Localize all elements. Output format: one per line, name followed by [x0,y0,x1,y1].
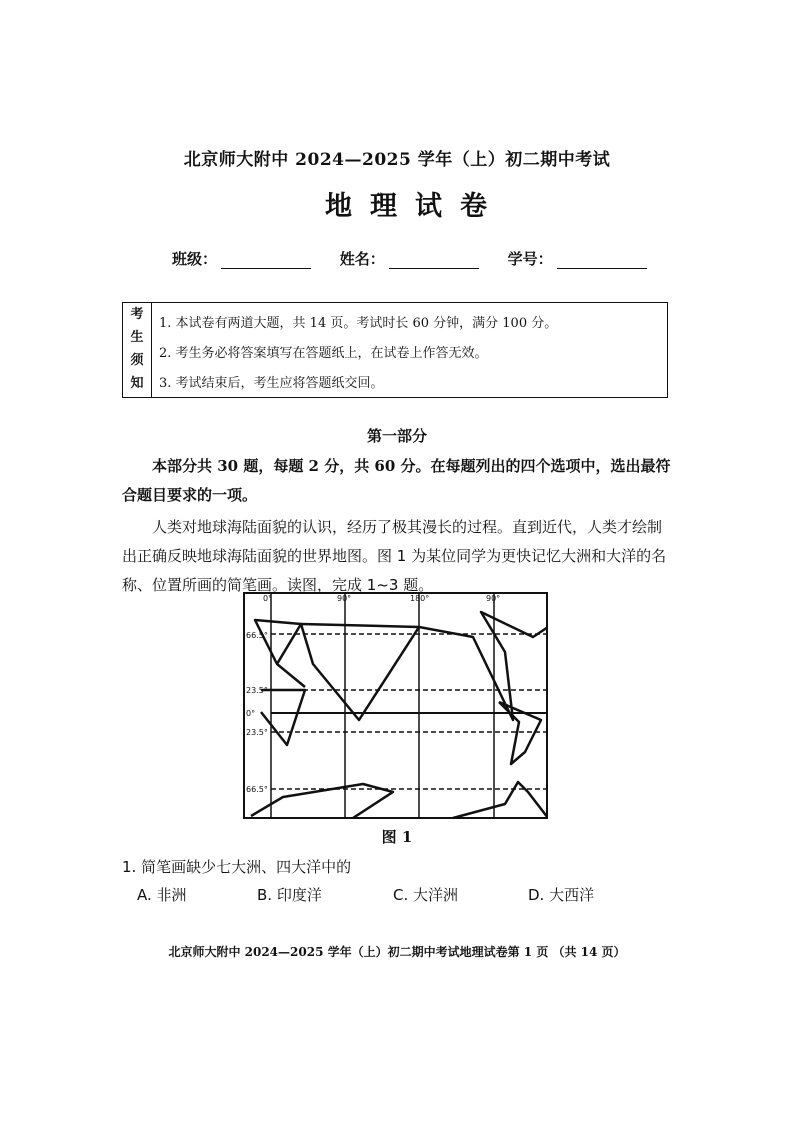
option-a[interactable]: A. 非洲 [137,886,187,904]
class-label: 班级： [172,250,218,268]
notice-item: 2. 考生务必将答案填写在答题纸上，在试卷上作答无效。 [159,346,488,361]
notice-label-char: 知 [130,376,144,391]
notice-label-char: 须 [130,353,144,368]
figure-caption: 图 1 [381,828,413,846]
student-id-blank[interactable] [557,254,647,269]
notice-label-char: 考 [130,307,144,322]
option-c[interactable]: C. 大洋洲 [393,886,459,904]
part-instructions: 本部分共 30 题，每题 2 分，共 60 分。在每题列出的四个选项中，选出最符合题目要求的一项。 [122,457,671,504]
longitude-label: 180° [410,594,430,603]
latitude-label: 66.5° [246,785,268,794]
figure-1-sketch-map [243,592,548,819]
student-id-label: 学号： [507,250,553,268]
exam-header: 北京师大附中 2024—2025 学年（上）初二期中考试 [183,150,611,170]
exam-notice-box [122,302,668,398]
notice-item: 3. 考试结束后，考生应将答题纸交回。 [159,376,384,391]
part-title: 第一部分 [366,427,427,445]
notice-label-char: 生 [130,330,144,345]
name-label: 姓名： [339,250,385,268]
eurasia-sketch [301,624,419,720]
question-1-stem: 1. 简笔画缺少七大洲、四大洋中的 [122,858,352,876]
longitude-label: 0° [263,594,273,603]
world-sketch-map [243,592,548,819]
antarctica-sketch-right [453,782,548,818]
longitude-label: 90° [486,594,501,603]
asia-east-sketch [419,612,548,720]
latitude-label: 66.5° [246,631,268,640]
notice-items [159,309,557,399]
page-footer: 北京师大附中 2024—2025 学年（上）初二期中考试地理试卷第 1 页 （共 14 页） [168,945,626,959]
latitude-label: 23.5° [246,728,268,737]
option-b[interactable]: B. 印度洋 [257,886,322,904]
notice-item: 1. 本试卷有两道大题，共 14 页。考试时长 60 分钟，满分 100 分。 [159,316,558,331]
latitude-label: 23.5° [246,686,268,695]
australia-sketch [499,702,541,764]
student-info-row [172,248,653,269]
reading-passage: 人类对地球海陆面貌的认识，经历了极其漫长的过程。直到近代，人类才绘制出正确反映地球海陆面貌的世界地图。图 1 为某位同学为更快记忆大洲和大洋的名称、位置所画的简笔画。读图，完成 1~3 题。 [122,518,667,594]
name-blank[interactable] [389,254,479,269]
notice-label [123,303,152,397]
longitude-label: 90° [337,594,352,603]
option-d[interactable]: D. 大西洋 [528,886,595,904]
exam-title: 地理试卷 [325,191,505,222]
class-blank[interactable] [221,254,311,269]
latitude-label: 0° [246,709,256,718]
